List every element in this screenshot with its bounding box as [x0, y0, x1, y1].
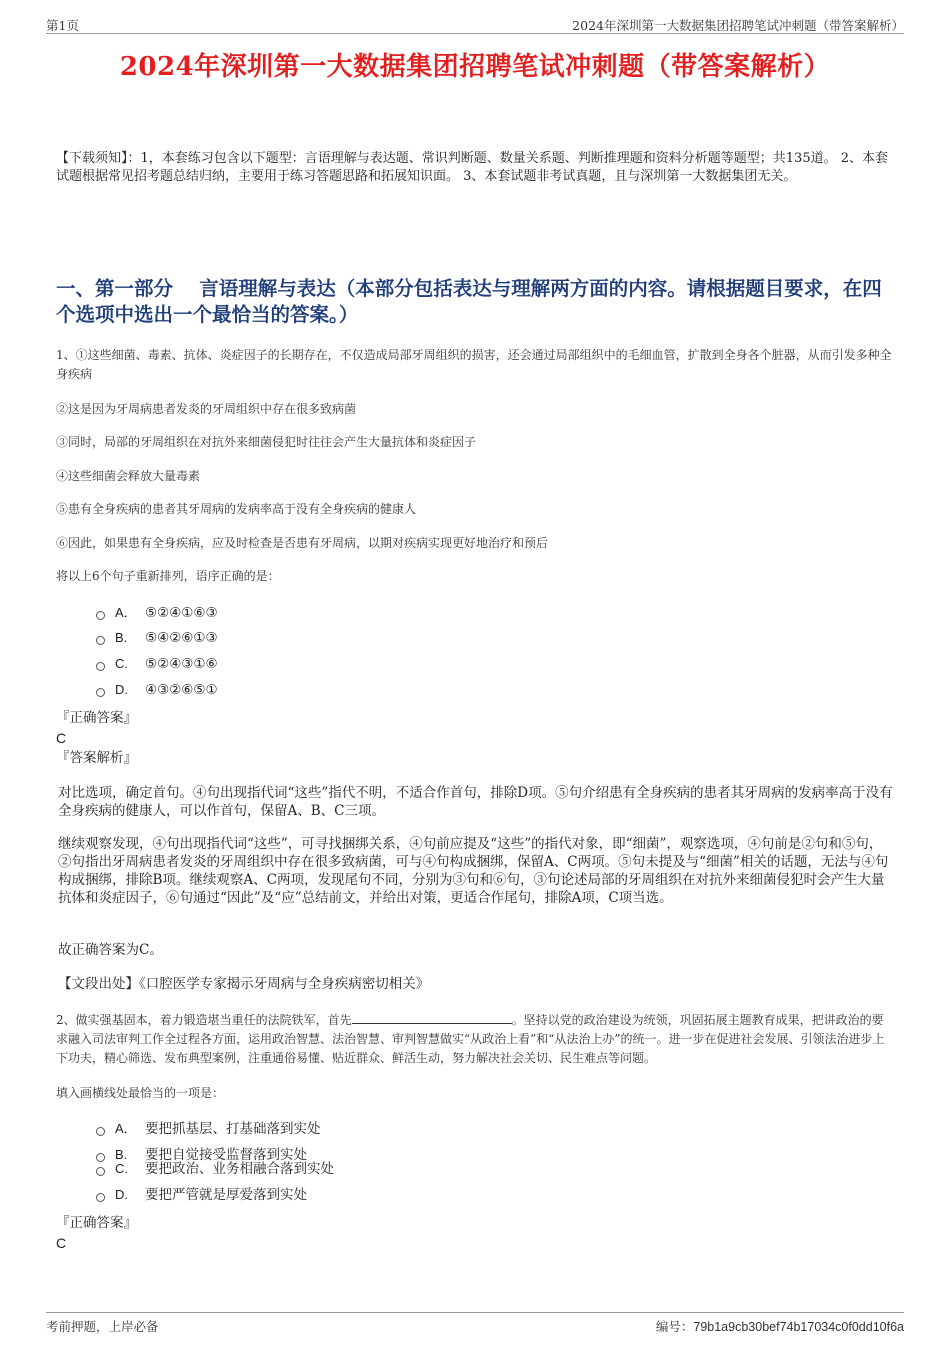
option-text: 要把严管就是厚爱落到实处 [145, 1187, 307, 1203]
option-letter: B. [115, 1147, 128, 1162]
q1-answer-label: 『正确答案』 [56, 710, 137, 726]
q2-answer-label: 『正确答案』 [56, 1215, 137, 1231]
q1-analysis-p2: 继续观察发现，④句出现指代词“这些”，可寻找捆绑关系，④句前应提及“这些”的指代对象，即“细菌”，观察选项，④句前是②句和⑤句，②句指出牙周病患者发炎的牙周组织中存在很多致病菌，可与④句构成捆绑，保留A、C两项。⑤句未提及与“细菌”相关的话题，无法与④句构成捆绑，排除B项。继续观察A、C两项，发现尾句不同，分别为③句和⑥句，③句论述局部的牙周组织在对抗外来细菌侵犯时会产生大量抗体和炎症因子，⑥句通过“因此”及“应”总结前文，并给出对策，更适合作尾句，排除A项，C项当选。 [58, 836, 889, 906]
q1-answer: C [56, 730, 67, 746]
option-text: ④③②⑥⑤① [145, 682, 218, 698]
q1-option-b[interactable] [96, 629, 218, 647]
q1-option-c[interactable] [96, 655, 218, 673]
option-letter: A． [115, 605, 137, 620]
option-text: 要把政治、业务相融合落到实处 [145, 1161, 334, 1177]
q2-answer: C [56, 1235, 67, 1251]
q2-option-c[interactable] [96, 1160, 334, 1178]
q1-sentence-1: 1、①这些细菌、毒素、抗体、炎症因子的长期存在，不仅造成局部牙周组织的损害，还会通过局部组织中的毛细血管，扩散到全身各个脏器，从而引发多种全身疾病 [56, 348, 892, 381]
footer-code [656, 1317, 904, 1335]
option-letter: D. [115, 1187, 128, 1202]
q2-option-a[interactable] [96, 1120, 321, 1138]
page-number: 第1页 [46, 18, 79, 33]
option-text: ⑤②④③①⑥ [145, 656, 218, 672]
q1-analysis-label: 『答案解析』 [56, 750, 137, 766]
radio-icon[interactable] [96, 1193, 105, 1202]
q1-source: 【文段出处】《口腔医学专家揭示牙周病与全身疾病密切相关》 [58, 976, 430, 992]
q1-sentence-6: ⑥因此，如果患有全身疾病，应及时检查是否患有牙周病，以期对疾病实现更好地治疗和预后 [56, 536, 549, 550]
q1-prompt: 将以上6个句子重新排列，语序正确的是： [56, 569, 280, 583]
radio-icon[interactable] [96, 688, 105, 697]
footer-slogan: 考前押题，上岸必备 [46, 1319, 159, 1334]
document-title: 2024年深圳第一大数据集团招聘笔试冲刺题（带答案解析） [119, 52, 831, 82]
footer-code-value: 79b1a9cb30bef74b17034c0f0dd10f6a [693, 1320, 904, 1334]
q2-option-d[interactable] [96, 1186, 307, 1204]
page-header [46, 14, 904, 34]
footer-code-label: 编号： [655, 1319, 694, 1334]
option-text: 要把抓基层、打基础落到实处 [145, 1121, 321, 1137]
q1-sentence-4: ④这些细菌会释放大量毒素 [56, 469, 201, 483]
q1-option-a[interactable] [96, 604, 218, 622]
option-text: ⑤②④①⑥③ [145, 605, 218, 621]
q2-stem-after: 。坚持以党的政治建设为统领，巩固拓展主题教育成果，把讲政治的要求融入司法审判工作全过程各方面，运用政治智慧、法治智慧、审判智慧做实“从政治上看”和“从法治上办”的统一。进一步在促进社会发展、引领法治进步上下功夫，精心筛选、发布典型案例，注重通俗易懂、贴近群众、鲜活生动，努力解决社会关切、民生难点等问题。 [56, 1013, 885, 1065]
q1-option-d[interactable] [96, 681, 218, 699]
page-footer [46, 1312, 904, 1336]
fill-blank [352, 1012, 512, 1024]
radio-icon[interactable] [96, 1167, 105, 1176]
section-title: 一、第一部分 言语理解与表达（本部分包括表达与理解两方面的内容。请根据题目要求，在四个选项中选出一个最恰当的答案。） [56, 277, 882, 326]
q2-stem [56, 1011, 894, 1068]
q2-prompt: 填入画横线处最恰当的一项是： [56, 1086, 225, 1100]
q1-sentence-2: ②这是因为牙周病患者发炎的牙周组织中存在很多致病菌 [56, 402, 357, 416]
q1-analysis-p3: 故正确答案为C。 [58, 942, 163, 958]
option-letter: A． [115, 1121, 137, 1136]
option-letter: C. [115, 656, 128, 671]
q1-analysis-p1: 对比选项，确定首句。④句出现指代词“这些”指代不明，不适合作首句，排除D项。⑤句介绍患有全身疾病的患者其牙周病的发病率高于没有全身疾病的健康人，可以作首句，保留A、B、C三项。 [58, 785, 893, 819]
q1-sentence-5: ⑤患有全身疾病的患者其牙周病的发病率高于没有全身疾病的健康人 [56, 502, 417, 516]
header-doc-name: 2024年深圳第一大数据集团招聘笔试冲刺题（带答案解析） [572, 18, 904, 33]
radio-icon[interactable] [96, 611, 105, 620]
radio-icon[interactable] [96, 1127, 105, 1136]
option-letter: D. [115, 682, 128, 697]
option-text: ⑤④②⑥①③ [145, 630, 218, 646]
radio-icon[interactable] [96, 662, 105, 671]
q2-stem-before: 2、做实强基固本，着力锻造堪当重任的法院铁军，首先 [56, 1013, 352, 1027]
option-letter: C. [115, 1161, 128, 1176]
q1-sentence-3: ③同时，局部的牙周组织在对抗外来细菌侵犯时往往会产生大量抗体和炎症因子 [56, 435, 477, 449]
option-text: 要把自觉接受监督落到实处 [145, 1147, 307, 1163]
download-notice: 【下载须知】：1，本套练习包含以下题型：言语理解与表达题、常识判断题、数量关系题、判断推理题和资料分析题等题型；共135道。 2、本套试题根据常见招考题总结归纳，主要用于练习答题思路和拓展知识面。 3、本套试题非考试真题，且与深圳第一大数据集团无关。 [56, 151, 888, 184]
option-letter: B. [115, 630, 128, 645]
radio-icon[interactable] [96, 636, 105, 645]
